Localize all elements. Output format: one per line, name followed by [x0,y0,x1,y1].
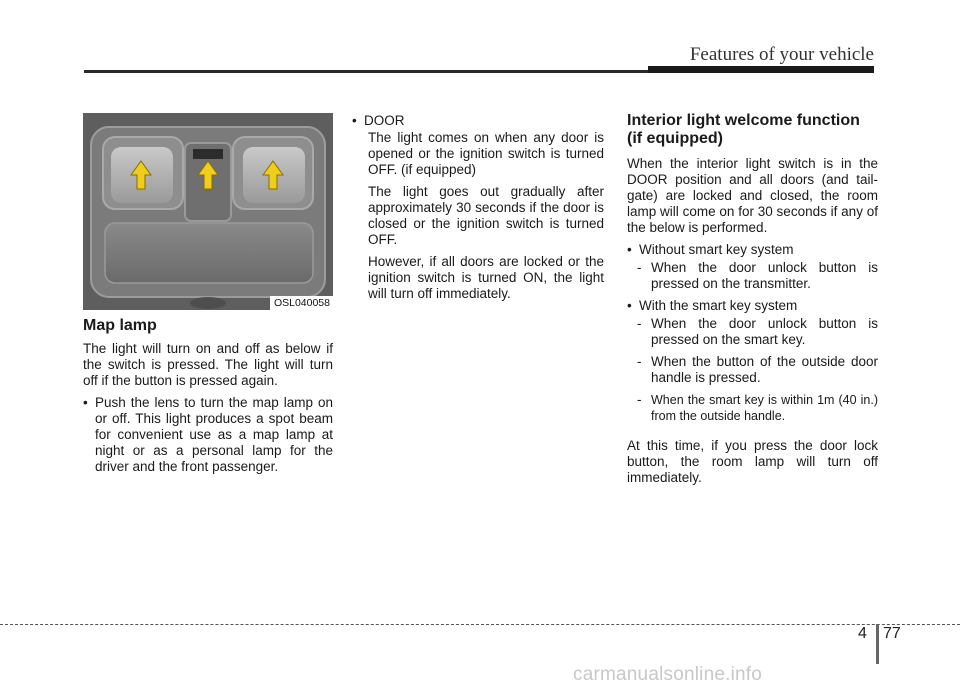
footer-rule [0,624,960,625]
page-number: 77 [883,625,901,642]
door-bullet [352,113,604,129]
welcome-bullet-2-sub-2 [637,354,878,386]
door-paragraph-2: The light goes out gradually after approximately 30 seconds if the door is closed or the ignition switch is turned OFF. [368,184,604,247]
bullet-mark: • [627,242,632,257]
welcome-bullet-2-sub-1 [637,316,878,348]
map-lamp-bullet [83,395,333,475]
column-welcome-function [627,112,878,492]
map-lamp-photo [83,113,333,310]
door-bullet-title: DOOR [364,113,405,128]
welcome-heading [627,112,878,148]
header-title: Features of your vehicle [689,44,874,65]
welcome-bullet-2-sub-3 [637,392,878,424]
bullet-mark: • [83,395,88,410]
welcome-heading-line2: (if equipped) [627,130,723,147]
welcome-bullet-2-sub-1-text: When the door unlock button is pressed on the smart key. [651,316,878,347]
dash-mark: - [637,316,642,331]
watermark: carmanualsonline.info [573,664,763,685]
header-rule-tab [648,66,874,73]
welcome-intro: When the interior light switch is in the DOOR position and all doors (and tail-gate) are locked and closed, the room lamp will come on for 30 seconds if any of the below is performed. [627,156,878,235]
bullet-mark: • [627,298,632,313]
welcome-bullet-2-sub-3-text: When the smart key is within 1m (40 in.) from the outside handle. [651,393,878,423]
welcome-bullet-1-sub-1 [637,260,878,292]
welcome-bullet-1 [627,242,878,258]
welcome-closing: At this time, if you press the door lock button, the room lamp will turn off immediately. [627,438,878,485]
map-lamp-bullet-text: Push the lens to turn the map lamp on or off. This light produces a spot beam for convenient use as a map lamp at night or as a personal lamp for the driver and the front passenger. [95,395,333,474]
welcome-bullet-1-text: Without smart key system [639,242,794,257]
dash-mark: - [637,392,642,407]
welcome-heading-line1: Interior light welcome function [627,112,860,129]
welcome-bullet-1-sub-1-text: When the door unlock button is pressed on the transmitter. [651,260,878,291]
map-lamp-heading: Map lamp [83,317,157,334]
column-map-lamp [83,113,333,481]
welcome-bullet-2-text: With the smart key system [639,298,798,313]
section-number: 4 [858,625,867,642]
overhead-console-illustration [83,113,333,310]
map-lamp-intro: The light will turn on and off as below if the switch is pressed. The light will turn off if the button is pressed again. [83,341,333,388]
welcome-bullet-2-sub-2-text: When the button of the outside door handle is pressed. [651,354,878,385]
dash-mark: - [637,260,642,275]
dash-mark: - [637,354,642,369]
welcome-bullet-2 [627,298,878,314]
door-paragraph-3: However, if all doors are locked or the ignition switch is turned ON, the light will turn off immediately. [368,254,604,301]
image-caption: OSL040058 [270,296,333,310]
bullet-mark: • [352,113,357,128]
column-door [352,113,604,308]
door-paragraph-1: The light comes on when any door is opened or the ignition switch is turned OFF. (if equipped) [368,130,604,177]
footer-tab [876,624,879,664]
